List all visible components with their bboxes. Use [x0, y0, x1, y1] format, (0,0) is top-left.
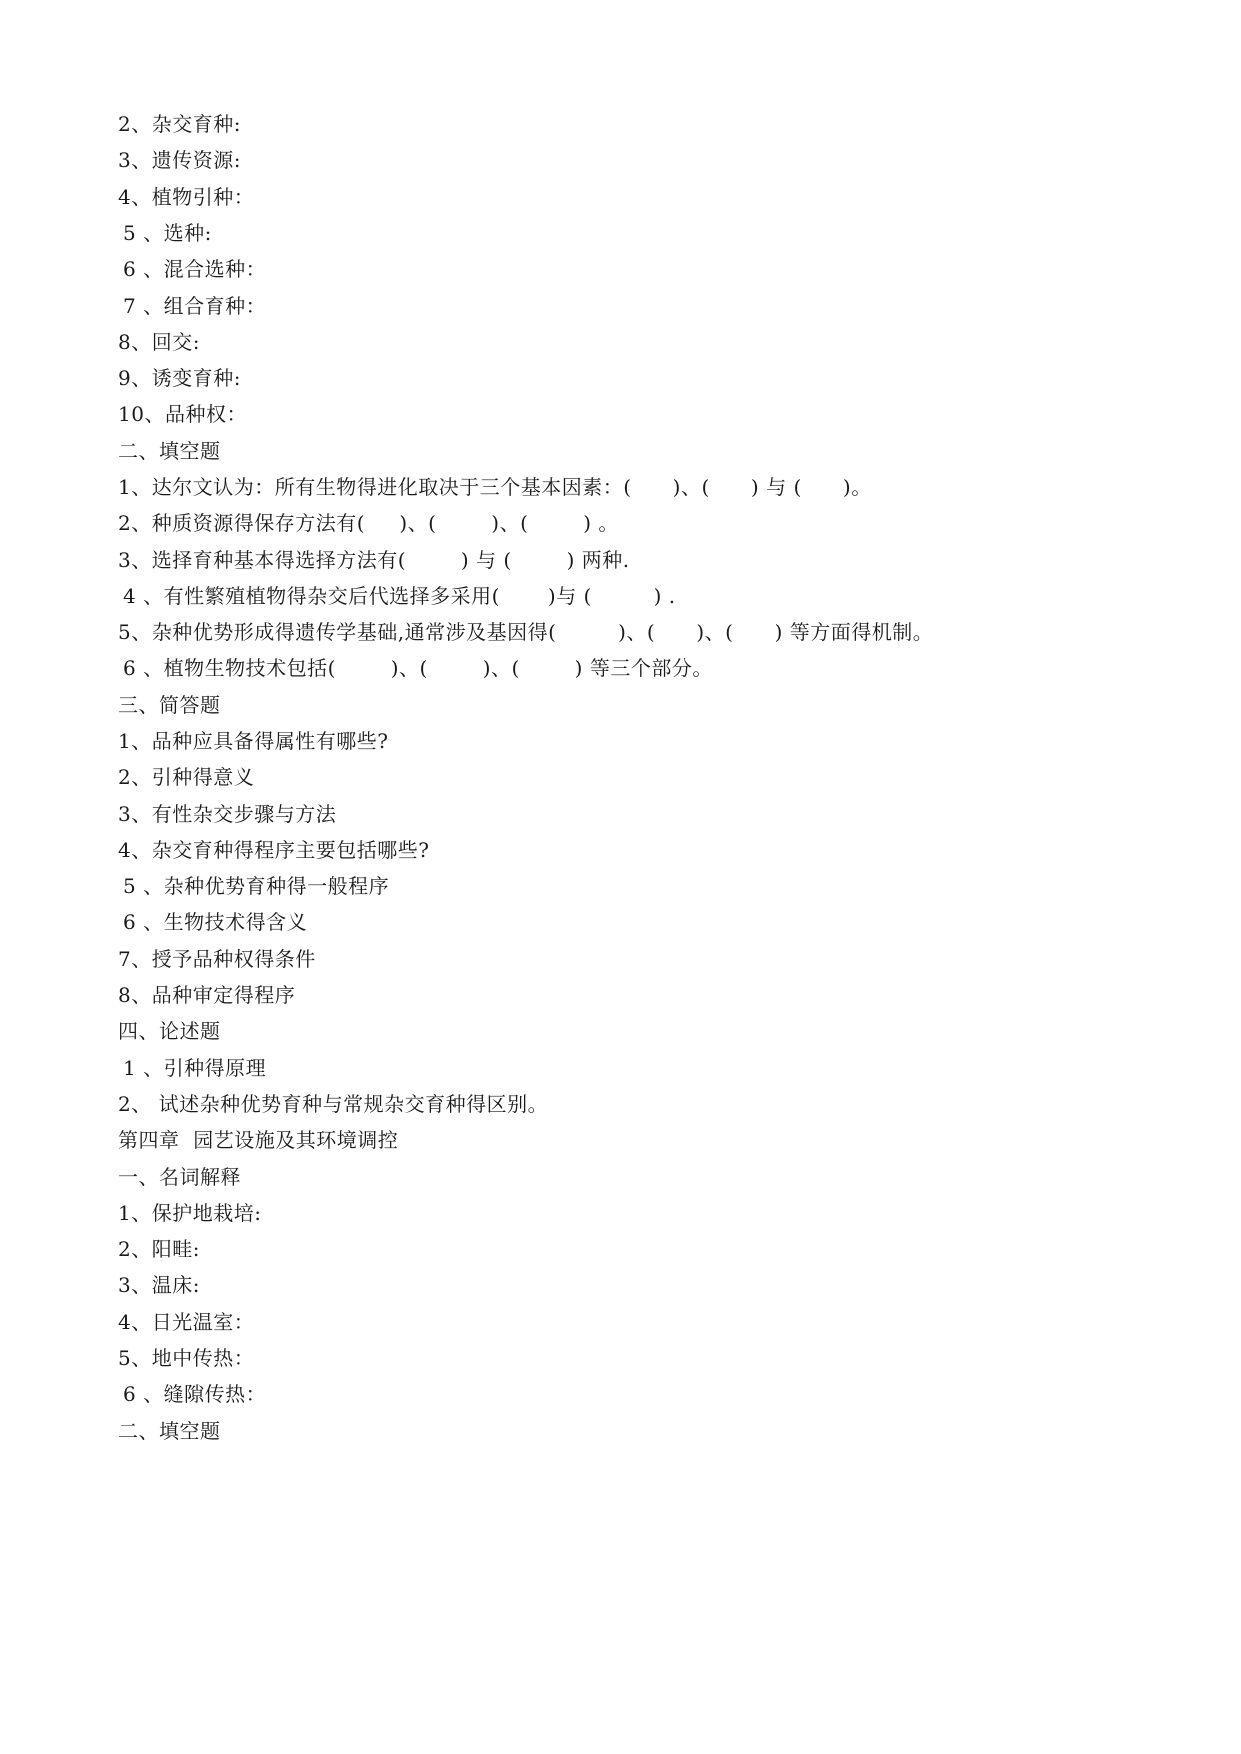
text-line: 3、温床:	[118, 1273, 200, 1297]
text-line: 2、阳畦:	[118, 1237, 200, 1261]
section-heading: 四、论述题	[118, 1019, 221, 1043]
text-line: 8、品种审定得程序	[118, 983, 296, 1007]
section-heading: 二、填空题	[118, 439, 221, 463]
text-line: 1、品种应具备得属性有哪些?	[118, 729, 389, 753]
text-line: 2、种质资源得保存方法有( )、( )、( ) 。	[118, 511, 619, 535]
text-line: 3、有性杂交步骤与方法	[118, 802, 337, 826]
text-line: 2、杂交育种:	[118, 112, 241, 136]
text-line: 8、回交:	[118, 330, 200, 354]
text-line: 4、植物引种：	[118, 185, 255, 209]
text-line: 10、品种权：	[118, 402, 247, 426]
text-line: 3、遗传资源:	[118, 148, 241, 172]
text-line: 4、杂交育种得程序主要包括哪些?	[118, 838, 430, 862]
text-line: 1、保护地栽培:	[118, 1201, 262, 1225]
text-line: 6 、植物生物技术包括( )、( )、( ) 等三个部分。	[123, 656, 713, 680]
section-heading: 三、简答题	[118, 693, 221, 717]
text-line: 1 、引种得原理	[123, 1056, 267, 1080]
text-line: 7、授予品种权得条件	[118, 947, 316, 971]
text-line: 5 、杂种优势育种得一般程序	[123, 874, 390, 898]
text-line: 9、诱变育种:	[118, 366, 241, 390]
text-line: 6 、混合选种：	[123, 257, 267, 281]
text-line: 6 、缝隙传热：	[123, 1382, 267, 1406]
text-line: 2、 试述杂种优势育种与常规杂交育种得区别。	[118, 1092, 549, 1116]
text-line: 6 、生物技术得含义	[123, 910, 308, 934]
text-line: 3、选择育种基本得选择方法有( ) 与 ( ) 两种.	[118, 548, 630, 572]
text-line: 7 、组合育种：	[123, 294, 267, 318]
text-line: 2、引种得意义	[118, 765, 255, 789]
chapter-heading: 第四章 园艺设施及其环境调控	[118, 1128, 399, 1152]
text-line: 1、达尔文认为：所有生物得进化取决于三个基本因素：( )、( ) 与 ( )。	[118, 475, 872, 499]
text-line: 4 、有性繁殖植物得杂交后代选择多采用( )与 ( ) .	[123, 584, 676, 608]
section-heading: 二、填空题	[118, 1419, 221, 1443]
text-line: 4、日光温室：	[118, 1310, 255, 1334]
section-heading: 一、名词解释	[118, 1165, 241, 1189]
text-line: 5、杂种优势形成得遗传学基础,通常涉及基因得( )、( )、( ) 等方面得机制。	[118, 620, 934, 644]
text-line: 5 、选种:	[123, 221, 212, 245]
text-line: 5、地中传热：	[118, 1346, 255, 1370]
